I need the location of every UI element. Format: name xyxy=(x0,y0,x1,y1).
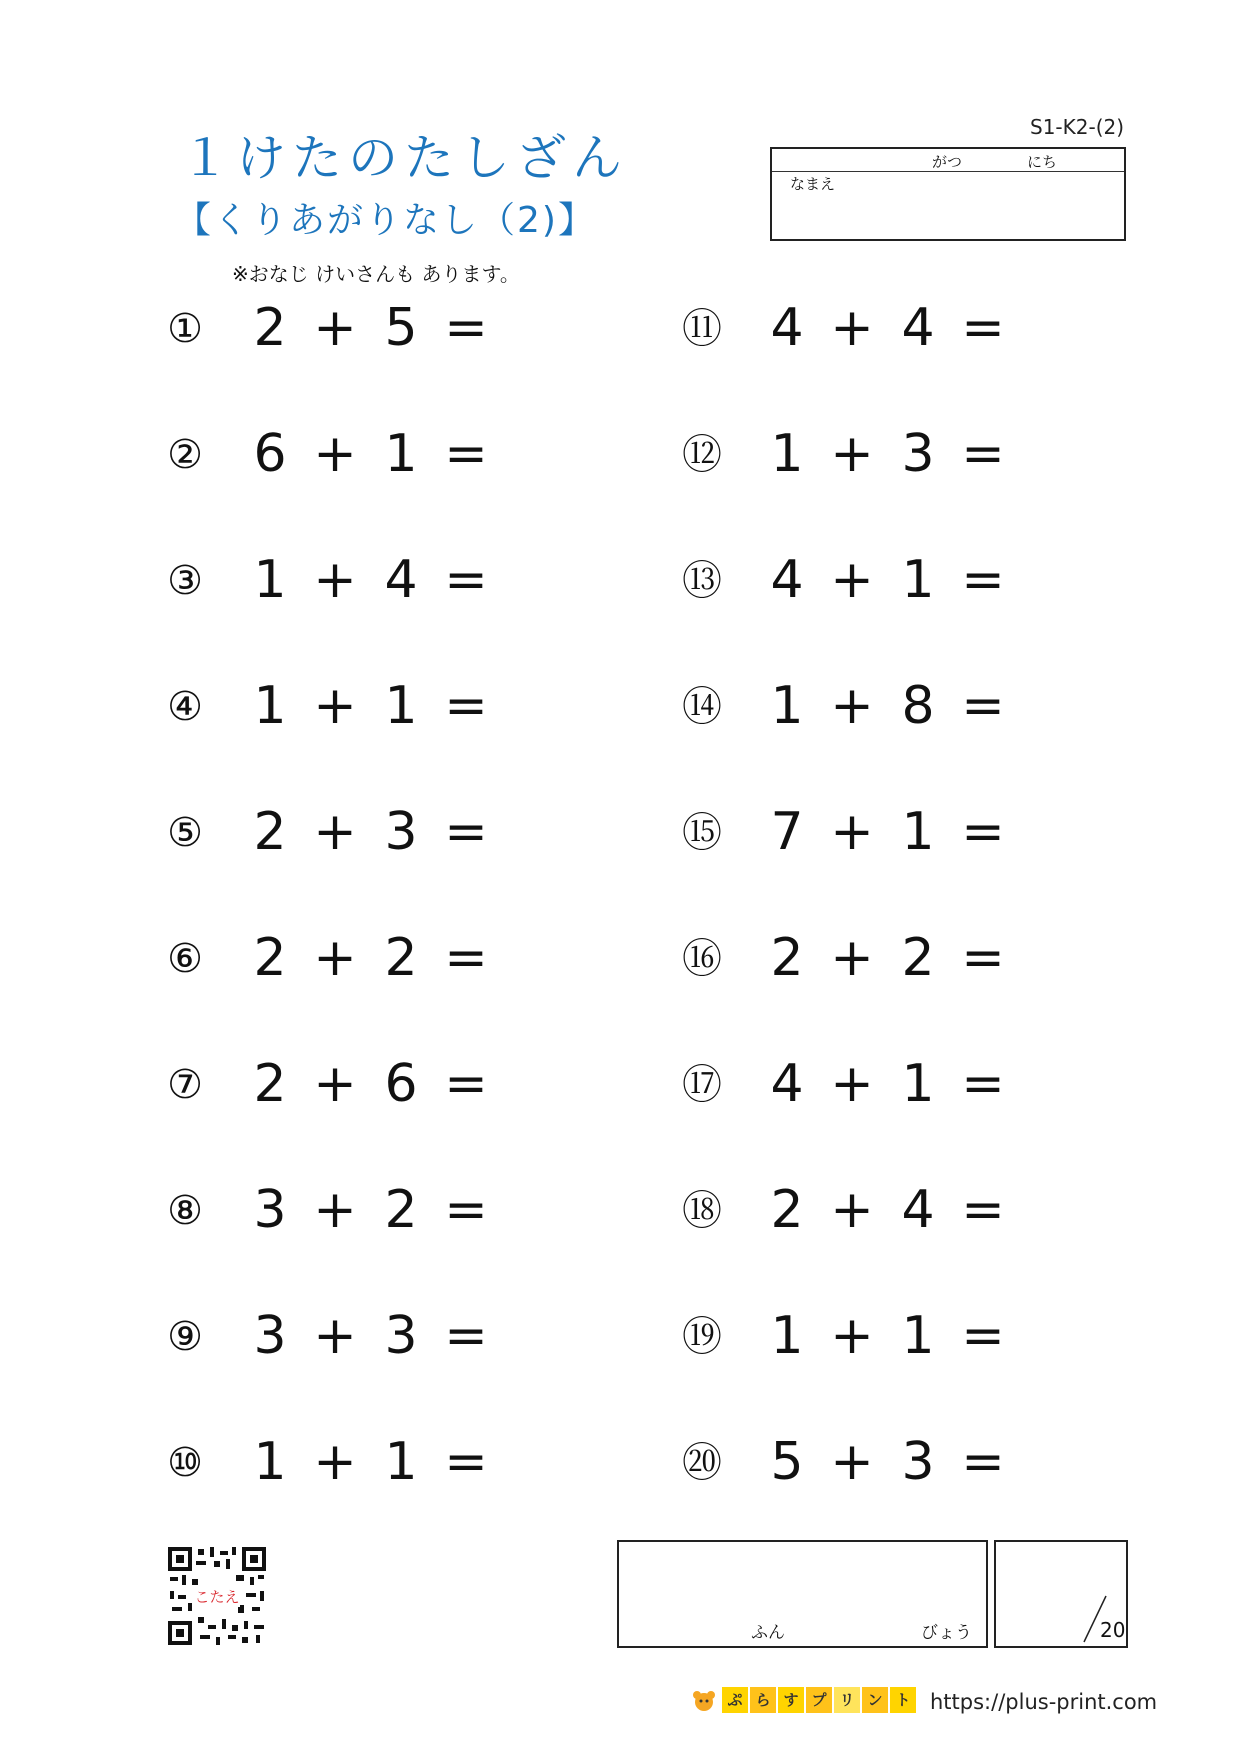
addend-a: 1 xyxy=(253,550,287,610)
plus-sign: + xyxy=(313,1180,357,1240)
addend-a: 3 xyxy=(253,1180,287,1240)
addend-a: 2 xyxy=(253,1054,287,1114)
plus-sign: + xyxy=(313,1306,357,1366)
plus-sign: + xyxy=(313,676,357,736)
problem-row xyxy=(680,671,1020,741)
addend-b: 4 xyxy=(901,298,935,358)
plus-sign: + xyxy=(830,928,874,988)
problem-number: ⑳ xyxy=(682,1440,722,1486)
problem-number: ⑧ xyxy=(167,1188,203,1234)
brand-char: リ xyxy=(834,1687,860,1713)
worksheet-note: ※おなじ けいさんも あります。 xyxy=(232,262,520,286)
problem-row xyxy=(163,671,503,741)
brand-char: ト xyxy=(890,1687,916,1713)
addend-b: 1 xyxy=(901,550,935,610)
addend-b: 1 xyxy=(384,676,418,736)
name-date-box xyxy=(770,147,1126,241)
addend-b: 1 xyxy=(901,1054,935,1114)
plus-sign: + xyxy=(830,298,874,358)
problem-number: ⑭ xyxy=(682,684,722,730)
plus-sign: + xyxy=(313,550,357,610)
problem-number: ⑰ xyxy=(682,1062,722,1108)
problem-number: ④ xyxy=(167,684,203,730)
problem-row xyxy=(680,419,1020,489)
plus-sign: + xyxy=(830,802,874,862)
plus-sign: + xyxy=(830,1432,874,1492)
problem-number: ② xyxy=(167,432,203,478)
problem-row xyxy=(163,419,503,489)
addend-a: 1 xyxy=(253,676,287,736)
plus-sign: + xyxy=(830,550,874,610)
brand-char: す xyxy=(778,1687,804,1713)
plus-sign: + xyxy=(830,1306,874,1366)
problem-row xyxy=(163,293,503,363)
brand-char: プ xyxy=(806,1687,832,1713)
plus-sign: + xyxy=(313,1054,357,1114)
addend-a: 4 xyxy=(770,1054,804,1114)
worksheet-title: １けたのたしざん xyxy=(180,129,628,187)
addend-b: 4 xyxy=(384,550,418,610)
equals-sign: = xyxy=(444,676,488,736)
equals-sign: = xyxy=(961,676,1005,736)
addend-b: 4 xyxy=(901,1180,935,1240)
mascot-icon xyxy=(692,1689,716,1713)
addend-a: 1 xyxy=(770,676,804,736)
month-label: がつ xyxy=(932,153,963,171)
problem-row xyxy=(680,1175,1020,1245)
problem-number: ⑮ xyxy=(682,810,722,856)
plus-sign: + xyxy=(313,298,357,358)
problem-row xyxy=(163,1427,503,1497)
brand-char: ぷ xyxy=(722,1687,748,1713)
equals-sign: = xyxy=(444,1306,488,1366)
qr-answer-label: こたえ xyxy=(194,1588,240,1606)
problem-row xyxy=(680,1049,1020,1119)
equals-sign: = xyxy=(961,1180,1005,1240)
plus-sign: + xyxy=(830,424,874,484)
problem-number: ⑲ xyxy=(682,1314,722,1360)
day-label: にち xyxy=(1027,153,1058,171)
equals-sign: = xyxy=(961,928,1005,988)
problem-row xyxy=(163,1049,503,1119)
plus-sign: + xyxy=(313,928,357,988)
brand-char: ン xyxy=(862,1687,888,1713)
addend-b: 6 xyxy=(384,1054,418,1114)
plus-sign: + xyxy=(313,1432,357,1492)
addend-b: 3 xyxy=(384,802,418,862)
addend-b: 2 xyxy=(901,928,935,988)
equals-sign: = xyxy=(444,1432,488,1492)
problem-number: ⑤ xyxy=(167,810,203,856)
plus-sign: + xyxy=(830,676,874,736)
addend-b: 1 xyxy=(901,1306,935,1366)
addend-a: 1 xyxy=(770,1306,804,1366)
problem-number: ⑦ xyxy=(167,1062,203,1108)
site-url[interactable]: https://plus-print.com xyxy=(930,1690,1158,1714)
problem-row xyxy=(680,923,1020,993)
problem-row xyxy=(163,797,503,867)
addend-b: 1 xyxy=(384,1432,418,1492)
equals-sign: = xyxy=(961,424,1005,484)
time-box xyxy=(617,1540,988,1648)
equals-sign: = xyxy=(961,1432,1005,1492)
addend-b: 8 xyxy=(901,676,935,736)
addend-a: 4 xyxy=(770,298,804,358)
equals-sign: = xyxy=(444,1180,488,1240)
plus-sign: + xyxy=(830,1054,874,1114)
problem-number: ③ xyxy=(167,558,203,604)
score-box xyxy=(994,1540,1128,1648)
addend-b: 2 xyxy=(384,928,418,988)
plus-sign: + xyxy=(830,1180,874,1240)
addend-b: 5 xyxy=(384,298,418,358)
addend-b: 3 xyxy=(901,424,935,484)
addend-a: 1 xyxy=(770,424,804,484)
problem-number: ⑪ xyxy=(682,306,722,352)
minutes-label: ふん xyxy=(751,1623,785,1643)
addend-a: 2 xyxy=(770,928,804,988)
addend-b: 3 xyxy=(901,1432,935,1492)
addend-a: 4 xyxy=(770,550,804,610)
problem-number: ⑥ xyxy=(167,936,203,982)
problem-row xyxy=(680,1301,1020,1371)
problem-row xyxy=(680,545,1020,615)
equals-sign: = xyxy=(961,1306,1005,1366)
addend-a: 1 xyxy=(253,1432,287,1492)
equals-sign: = xyxy=(961,550,1005,610)
problem-row xyxy=(163,923,503,993)
addend-a: 2 xyxy=(253,928,287,988)
problem-number: ⑱ xyxy=(682,1188,722,1234)
brand-name xyxy=(722,1687,916,1713)
equals-sign: = xyxy=(444,298,488,358)
addend-a: 2 xyxy=(253,802,287,862)
equals-sign: = xyxy=(444,550,488,610)
equals-sign: = xyxy=(444,424,488,484)
worksheet-subtitle: 【くりあがりなし（2)】 xyxy=(175,200,596,241)
plus-sign: + xyxy=(313,424,357,484)
brand-char: ら xyxy=(750,1687,776,1713)
qr-code-icon xyxy=(166,1545,268,1647)
addend-a: 7 xyxy=(770,802,804,862)
score-total: 20 xyxy=(1100,1618,1126,1642)
addend-a: 5 xyxy=(770,1432,804,1492)
problem-row xyxy=(680,293,1020,363)
addend-a: 2 xyxy=(253,298,287,358)
addend-b: 1 xyxy=(384,424,418,484)
problem-number: ⑯ xyxy=(682,936,722,982)
seconds-label: びょう xyxy=(921,1623,972,1643)
worksheet-code: S1-K2-(2) xyxy=(1030,115,1125,139)
problem-row xyxy=(163,1175,503,1245)
equals-sign: = xyxy=(444,928,488,988)
problem-number: ① xyxy=(167,306,203,352)
addend-b: 2 xyxy=(384,1180,418,1240)
problem-number: ⑬ xyxy=(682,558,722,604)
equals-sign: = xyxy=(444,1054,488,1114)
addend-a: 6 xyxy=(253,424,287,484)
problem-row xyxy=(163,545,503,615)
problem-row xyxy=(163,1301,503,1371)
problem-row xyxy=(680,797,1020,867)
equals-sign: = xyxy=(961,802,1005,862)
problem-number: ⑫ xyxy=(682,432,722,478)
name-label: なまえ xyxy=(790,175,836,193)
problem-number: ⑨ xyxy=(167,1314,203,1360)
equals-sign: = xyxy=(444,802,488,862)
addend-b: 1 xyxy=(901,802,935,862)
equals-sign: = xyxy=(961,1054,1005,1114)
addend-b: 3 xyxy=(384,1306,418,1366)
addend-a: 2 xyxy=(770,1180,804,1240)
addend-a: 3 xyxy=(253,1306,287,1366)
problem-row xyxy=(680,1427,1020,1497)
equals-sign: = xyxy=(961,298,1005,358)
plus-sign: + xyxy=(313,802,357,862)
problem-number: ⑩ xyxy=(167,1440,203,1486)
